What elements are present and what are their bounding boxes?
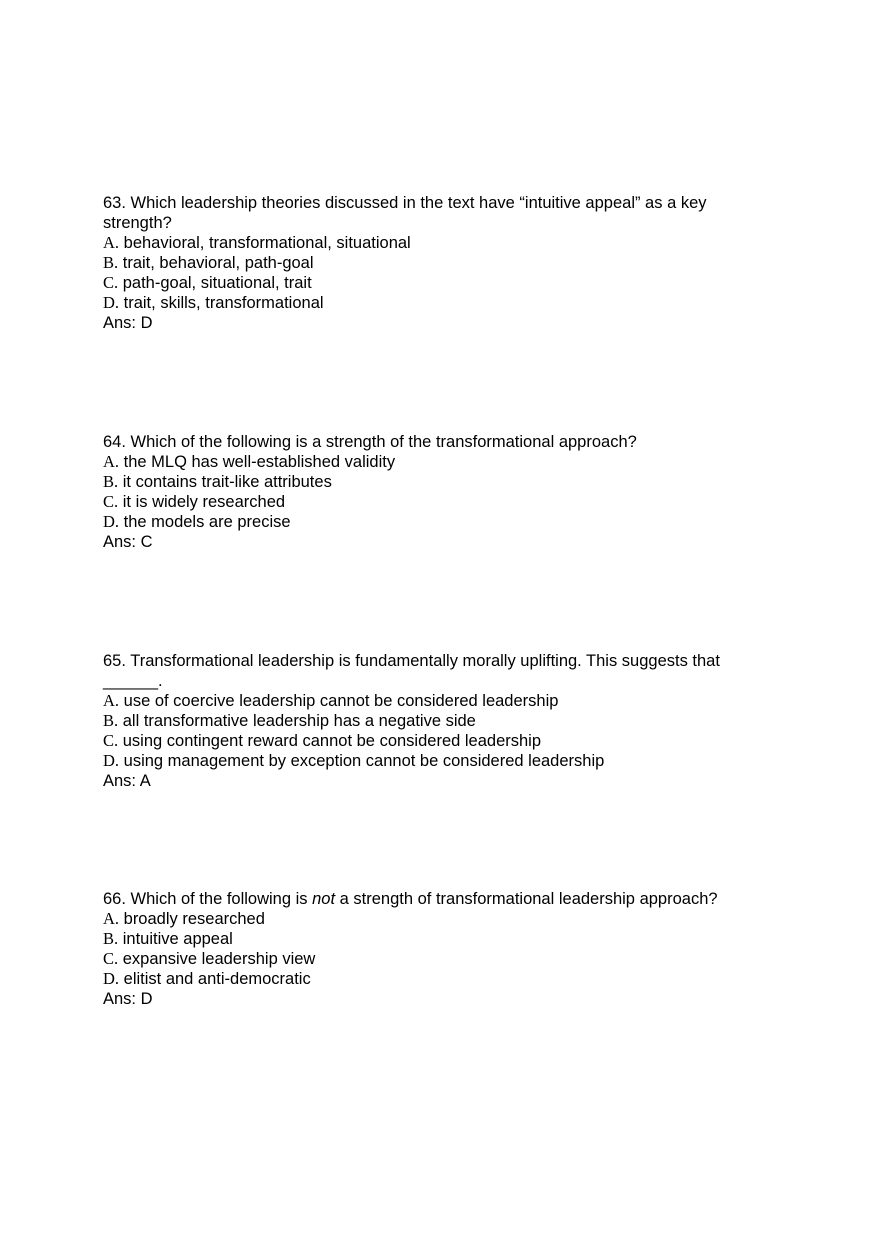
question-stem <box>103 889 763 909</box>
question-text: Which of the following is a strength of the transformational approach? <box>130 433 637 451</box>
question-text: Transformational leadership is fundamentally morally uplifting. This suggests that <box>130 652 720 670</box>
question-text: Which leadership theories discussed in the text have “intuitive appeal” as a key strength? <box>103 194 707 232</box>
option-letter: C. <box>103 949 119 968</box>
option-letter: C. <box>103 731 119 750</box>
option-letter: C. <box>103 273 119 292</box>
question-emphasis: not <box>312 890 336 908</box>
option-text: behavioral, transformational, situational <box>123 234 411 252</box>
option-list <box>103 452 763 532</box>
option-text: expansive leadership view <box>122 950 316 968</box>
option-text: the models are precise <box>123 513 291 531</box>
option-b <box>103 929 763 949</box>
option-text: trait, behavioral, path-goal <box>122 254 314 272</box>
question-64 <box>103 432 763 552</box>
option-b <box>103 253 763 273</box>
question-number: 66. <box>103 890 126 908</box>
option-list <box>103 233 763 313</box>
option-d <box>103 512 763 532</box>
question-text: a strength of transformational leadership approach? <box>339 890 718 908</box>
answer-key: Ans: D <box>103 314 153 332</box>
option-text: intuitive appeal <box>122 930 233 948</box>
option-a <box>103 233 763 253</box>
question-stem <box>103 651 763 691</box>
option-d <box>103 751 763 771</box>
option-b <box>103 711 763 731</box>
option-text: using contingent reward cannot be considered leadership <box>122 732 542 750</box>
option-letter: B. <box>103 253 119 272</box>
option-letter: B. <box>103 929 119 948</box>
option-c <box>103 273 763 293</box>
option-letter: D. <box>103 751 120 770</box>
option-letter: A. <box>103 233 120 252</box>
question-66 <box>103 889 763 1009</box>
question-stem <box>103 432 763 452</box>
option-text: elitist and anti-democratic <box>123 970 311 988</box>
option-list <box>103 909 763 989</box>
option-letter: D. <box>103 969 120 988</box>
option-text: using management by exception cannot be considered leadership <box>123 752 605 770</box>
option-c <box>103 731 763 751</box>
option-d <box>103 293 763 313</box>
option-letter: A. <box>103 691 120 710</box>
option-letter: A. <box>103 452 120 471</box>
option-text: the MLQ has well-established validity <box>123 453 396 471</box>
question-number: 64. <box>103 433 126 451</box>
option-c <box>103 492 763 512</box>
option-text: all transformative leadership has a negative side <box>122 712 476 730</box>
option-d <box>103 969 763 989</box>
question-text: Which of the following is <box>130 890 308 908</box>
answer-key: Ans: A <box>103 772 151 790</box>
option-text: path-goal, situational, trait <box>122 274 312 292</box>
question-number: 65. <box>103 652 126 670</box>
question-number: 63. <box>103 194 126 212</box>
option-a <box>103 691 763 711</box>
option-list <box>103 691 763 771</box>
question-stem <box>103 193 763 233</box>
option-b <box>103 472 763 492</box>
question-63 <box>103 193 763 333</box>
question-65 <box>103 651 763 791</box>
answer-blank: ______. <box>103 672 163 690</box>
option-c <box>103 949 763 969</box>
option-letter: B. <box>103 472 119 491</box>
option-text: trait, skills, transformational <box>123 294 324 312</box>
answer-key: Ans: C <box>103 533 153 551</box>
option-letter: C. <box>103 492 119 511</box>
option-text: it is widely researched <box>122 493 286 511</box>
option-text: use of coercive leadership cannot be considered leadership <box>123 692 559 710</box>
option-a <box>103 452 763 472</box>
option-letter: B. <box>103 711 119 730</box>
option-text: broadly researched <box>123 910 265 928</box>
option-letter: D. <box>103 512 120 531</box>
option-text: it contains trait-like attributes <box>122 473 332 491</box>
answer-key: Ans: D <box>103 990 153 1008</box>
option-a <box>103 909 763 929</box>
option-letter: A. <box>103 909 120 928</box>
option-letter: D. <box>103 293 120 312</box>
